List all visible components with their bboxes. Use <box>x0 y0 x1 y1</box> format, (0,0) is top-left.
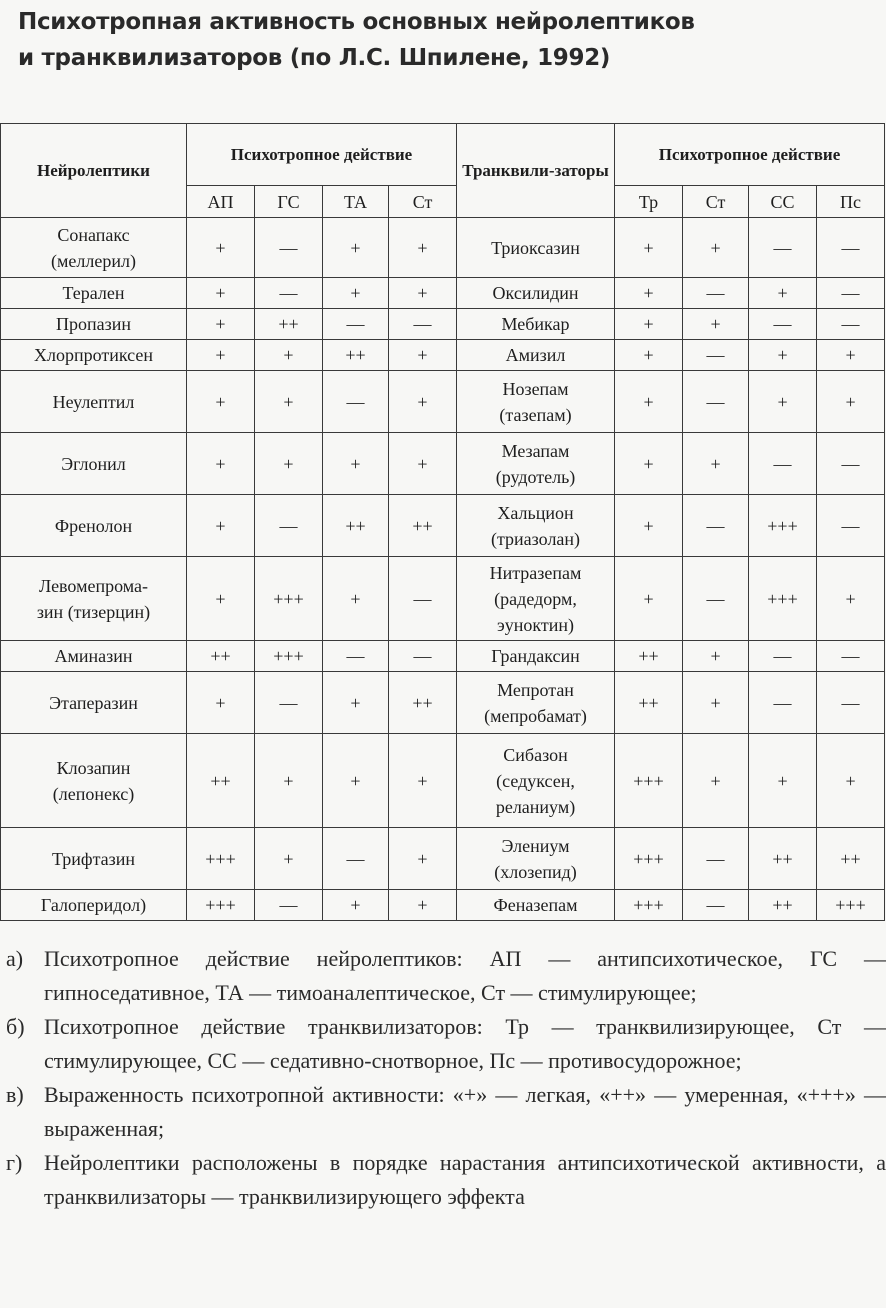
tranquilizer-name <box>457 734 615 828</box>
neuroleptic-name-line: Этаперазин <box>49 692 138 713</box>
activity-value: — <box>817 641 885 672</box>
activity-value: ++ <box>187 641 255 672</box>
activity-value: + <box>389 734 457 828</box>
neuroleptic-name <box>1 557 187 641</box>
tranquilizer-name-line: Амизил <box>505 345 566 365</box>
legend-text: Психотропное действие нейролептиков: АП — антипсихотическое, ГС — гипноседативное, ТА — тимоаналептическое, Ст — стимулирующее; <box>44 946 886 1005</box>
legend-marker: г) <box>6 1150 23 1175</box>
legend-item <box>6 1078 886 1146</box>
legend-item <box>6 1010 886 1078</box>
activity-value: ++ <box>255 309 323 340</box>
activity-value: +++ <box>255 641 323 672</box>
legend-marker: а) <box>6 946 24 971</box>
activity-value: — <box>323 828 389 890</box>
title-line-2: и транквилизаторов (по Л.С. Шпилене, 1992) <box>18 45 611 71</box>
table-row <box>1 890 885 921</box>
activity-value: +++ <box>187 890 255 921</box>
activity-value: — <box>817 433 885 495</box>
activity-value: — <box>389 309 457 340</box>
tranquilizer-name <box>457 672 615 734</box>
activity-value: + <box>817 557 885 641</box>
activity-value: — <box>389 641 457 672</box>
tranquilizer-name <box>457 371 615 433</box>
tranquilizer-name-line: (седуксен, <box>496 770 575 791</box>
activity-value: — <box>255 890 323 921</box>
tranquilizer-name-line: эуноктин) <box>497 614 575 635</box>
subheader-st-tranq: Ст <box>683 186 749 218</box>
tranquilizer-name <box>457 278 615 309</box>
neuroleptic-name-line: Трифтазин <box>51 848 136 869</box>
activity-value: — <box>683 557 749 641</box>
table-row <box>1 734 885 828</box>
activity-value: + <box>255 371 323 433</box>
tranquilizer-name-line: (рудотель) <box>495 466 576 487</box>
activity-value: + <box>615 495 683 557</box>
tranquilizer-name <box>457 309 615 340</box>
legend-text: Выраженность психотропной активности: «+» — легкая, «++» — умеренная, «+++» — выраженная; <box>44 1082 886 1141</box>
activity-value: + <box>817 734 885 828</box>
activity-value: + <box>615 557 683 641</box>
neuroleptic-name <box>1 218 187 278</box>
tranquilizer-name-line: (тазепам) <box>499 404 572 425</box>
activity-value: +++ <box>749 495 817 557</box>
tranquilizer-name-line: Мепротан <box>497 679 574 700</box>
activity-value: — <box>817 278 885 309</box>
activity-value: + <box>683 218 749 278</box>
neuroleptic-name <box>1 309 187 340</box>
legend-notes <box>6 942 886 1214</box>
activity-value: + <box>615 278 683 309</box>
activity-value: + <box>615 309 683 340</box>
activity-value: + <box>255 828 323 890</box>
activity-value: + <box>389 278 457 309</box>
activity-value: + <box>389 371 457 433</box>
activity-value: +++ <box>255 557 323 641</box>
activity-value: — <box>749 309 817 340</box>
activity-value: ++ <box>323 495 389 557</box>
activity-value: + <box>323 672 389 734</box>
neuroleptic-name-line: Клозапин <box>56 757 131 778</box>
tranquilizer-name <box>457 641 615 672</box>
neuroleptic-name-line: (лепонекс) <box>52 783 135 804</box>
neuroleptic-name <box>1 828 187 890</box>
activity-value: + <box>817 371 885 433</box>
activity-value: — <box>683 371 749 433</box>
tranquilizer-name-line: реланиум) <box>495 796 576 817</box>
table-row <box>1 309 885 340</box>
subheader-ps: Пс <box>817 186 885 218</box>
activity-value: + <box>749 371 817 433</box>
table-row <box>1 641 885 672</box>
tranquilizer-name-line: (мепробамат) <box>484 705 587 726</box>
table-row <box>1 340 885 371</box>
activity-value: + <box>187 309 255 340</box>
tranquilizer-name-line: Хальцион <box>497 502 574 523</box>
activity-value: + <box>683 672 749 734</box>
activity-value: — <box>323 641 389 672</box>
activity-value: — <box>683 890 749 921</box>
tranquilizer-name-line: (хлозепид) <box>494 861 577 882</box>
header-neuro-effect: Психотропное действие <box>187 124 457 186</box>
activity-value: + <box>615 433 683 495</box>
activity-value: + <box>817 340 885 371</box>
activity-value: ++ <box>389 495 457 557</box>
activity-value: ++ <box>615 672 683 734</box>
activity-value: — <box>817 218 885 278</box>
activity-value: + <box>255 340 323 371</box>
legend-item <box>6 1146 886 1214</box>
activity-value: + <box>389 218 457 278</box>
activity-value: + <box>683 309 749 340</box>
activity-value: + <box>255 433 323 495</box>
activity-value: ++ <box>389 672 457 734</box>
legend-marker: б) <box>6 1014 25 1039</box>
activity-value: + <box>749 734 817 828</box>
tranquilizer-name-line: Триоксазин <box>491 237 580 258</box>
activity-value: +++ <box>615 828 683 890</box>
tranquilizer-name-line: Мезапам <box>501 440 570 461</box>
activity-value: — <box>749 433 817 495</box>
neuroleptic-name <box>1 340 187 371</box>
neuroleptic-name-line: Сонапакс <box>57 224 130 245</box>
subheader-st-neuro: Ст <box>389 186 457 218</box>
activity-value: — <box>323 309 389 340</box>
tranquilizer-name-line: Оксилидин <box>492 283 579 303</box>
activity-value: + <box>615 371 683 433</box>
header-tranquilizers: Транквили-заторы <box>457 124 615 218</box>
activity-value: — <box>683 278 749 309</box>
subheader-ss: СС <box>749 186 817 218</box>
activity-value: — <box>683 828 749 890</box>
activity-value: — <box>683 495 749 557</box>
activity-value: + <box>187 495 255 557</box>
activity-value: ++ <box>323 340 389 371</box>
activity-value: ++ <box>817 828 885 890</box>
neuroleptic-name-line: Терален <box>62 283 125 303</box>
table-row <box>1 278 885 309</box>
activity-value: — <box>255 495 323 557</box>
activity-value: + <box>389 340 457 371</box>
activity-value: + <box>323 278 389 309</box>
activity-value: — <box>683 340 749 371</box>
activity-value: + <box>187 340 255 371</box>
neuroleptic-name <box>1 371 187 433</box>
tranquilizer-name-line: Сибазон <box>503 744 568 765</box>
legend-item <box>6 942 886 1010</box>
activity-value: + <box>683 734 749 828</box>
activity-value: + <box>323 890 389 921</box>
neuroleptic-name <box>1 890 187 921</box>
neuroleptic-name <box>1 734 187 828</box>
neuroleptic-name-line: Аминазин <box>54 646 133 666</box>
neuroleptic-name-line: Левомепрома- <box>38 575 149 596</box>
psychotropic-activity-table <box>0 123 885 921</box>
tranquilizer-name <box>457 557 615 641</box>
table-row <box>1 371 885 433</box>
activity-value: — <box>749 672 817 734</box>
tranquilizer-name <box>457 495 615 557</box>
activity-value: + <box>615 340 683 371</box>
activity-value: + <box>389 828 457 890</box>
subheader-ap: АП <box>187 186 255 218</box>
page-title <box>18 4 878 76</box>
tranquilizer-name-line: (радедорм, <box>494 588 577 609</box>
activity-value: ++ <box>615 641 683 672</box>
table-body <box>1 218 885 921</box>
neuroleptic-name <box>1 495 187 557</box>
tranquilizer-name-line: Нитразепам <box>489 562 582 583</box>
activity-value: + <box>323 734 389 828</box>
activity-value: + <box>683 641 749 672</box>
header-neuroleptics: Нейролептики <box>1 124 187 218</box>
neuroleptic-name-line: Неулептил <box>52 391 135 412</box>
tranquilizer-name <box>457 890 615 921</box>
neuroleptic-name <box>1 672 187 734</box>
neuroleptic-name-line: Эглонил <box>61 453 126 474</box>
activity-value: +++ <box>187 828 255 890</box>
neuroleptic-name-line: Френолон <box>54 515 133 536</box>
neuroleptic-name-line: Пропазин <box>56 314 131 334</box>
neuroleptic-name-line: Галоперидол) <box>40 895 147 915</box>
activity-value: +++ <box>749 557 817 641</box>
subheader-ta: ТА <box>323 186 389 218</box>
activity-value: + <box>389 890 457 921</box>
legend-text: Психотропное действие транквилизаторов: Тр — транквилизирующее, Ст — стимулирующее, СС — седативно-снотворное, Пс — противосудорожное; <box>44 1014 886 1073</box>
activity-value: +++ <box>615 890 683 921</box>
activity-value: — <box>817 672 885 734</box>
legend-marker: в) <box>6 1082 24 1107</box>
activity-value: — <box>817 495 885 557</box>
tranquilizer-name <box>457 218 615 278</box>
table-row <box>1 495 885 557</box>
tranquilizer-name-line: Мебикар <box>501 314 570 334</box>
neuroleptic-name <box>1 433 187 495</box>
tranquilizer-name-line: (триазолан) <box>490 528 581 549</box>
activity-value: + <box>749 340 817 371</box>
tranquilizer-name <box>457 340 615 371</box>
neuroleptic-name-line: Хлорпротиксен <box>33 345 153 365</box>
header-tranq-effect: Психотропное действие <box>615 124 885 186</box>
tranquilizer-name-line: Нозепам <box>502 378 569 399</box>
activity-value: + <box>187 218 255 278</box>
activity-value: + <box>255 734 323 828</box>
activity-value: ++ <box>749 828 817 890</box>
activity-value: + <box>683 433 749 495</box>
activity-value: ++ <box>187 734 255 828</box>
activity-value: ++ <box>749 890 817 921</box>
activity-value: +++ <box>817 890 885 921</box>
activity-value: — <box>255 278 323 309</box>
activity-value: — <box>389 557 457 641</box>
activity-value: — <box>749 641 817 672</box>
activity-value: + <box>187 278 255 309</box>
activity-value: + <box>323 433 389 495</box>
activity-value: + <box>187 672 255 734</box>
table-row <box>1 433 885 495</box>
activity-value: + <box>615 218 683 278</box>
table-row <box>1 557 885 641</box>
neuroleptic-name-line: (меллерил) <box>51 250 136 271</box>
neuroleptic-name <box>1 641 187 672</box>
activity-value: + <box>323 557 389 641</box>
activity-value: + <box>323 218 389 278</box>
tranquilizer-name <box>457 828 615 890</box>
subheader-gs: ГС <box>255 186 323 218</box>
table-row <box>1 218 885 278</box>
table-row <box>1 672 885 734</box>
activity-value: — <box>749 218 817 278</box>
activity-value: — <box>255 672 323 734</box>
tranquilizer-name-line: Грандаксин <box>491 646 580 666</box>
neuroleptic-name-line: зин (тизерцин) <box>36 601 151 622</box>
legend-text: Нейролептики расположены в порядке нарастания антипсихотической активности, а транквилизаторы — транквилизирующего эффекта <box>44 1150 886 1209</box>
activity-value: + <box>389 433 457 495</box>
subheader-tr: Тр <box>615 186 683 218</box>
tranquilizer-name <box>457 433 615 495</box>
activity-value: + <box>187 433 255 495</box>
tranquilizer-name-line: Феназепам <box>493 895 578 915</box>
activity-value: + <box>187 371 255 433</box>
activity-value: + <box>187 557 255 641</box>
activity-value: — <box>255 218 323 278</box>
neuroleptic-name <box>1 278 187 309</box>
activity-value: +++ <box>615 734 683 828</box>
title-line-1: Психотропная активность основных нейролептиков <box>18 9 695 35</box>
activity-value: + <box>749 278 817 309</box>
table-row <box>1 828 885 890</box>
activity-value: — <box>817 309 885 340</box>
activity-value: — <box>323 371 389 433</box>
tranquilizer-name-line: Элениум <box>501 835 570 856</box>
